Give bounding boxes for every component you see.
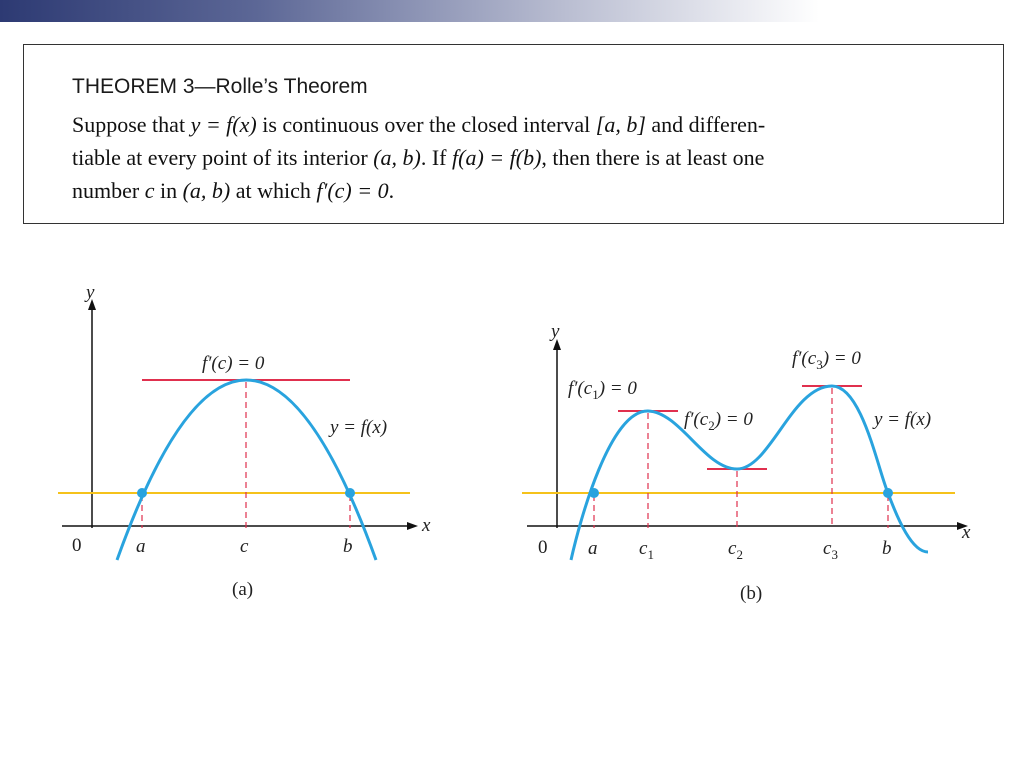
graph-b-curve-label: y = f(x) <box>874 409 932 430</box>
theorem-line-1: Suppose that y = f(x) is continuous over the closed interval [a, b] and differen- <box>72 112 766 137</box>
graph-b-x-label: x <box>962 522 971 543</box>
graph-a-y-label: y <box>86 282 95 303</box>
graph-a-caption: (a) <box>232 579 254 600</box>
graph-b-tick-c1: $c_1$ <box>639 538 654 562</box>
graph-b-tangent1-label: $f'(c_1) = 0$ <box>568 378 637 402</box>
graph-b-tick-b: b <box>882 538 892 559</box>
graph-b-tick-a: a <box>588 538 598 559</box>
graph-b-tick-c3: $c_3$ <box>823 538 838 562</box>
graph-a-tick-c: c <box>240 536 249 557</box>
graph-b-tangent3-label: $f'(c_3) = 0$ <box>792 348 861 372</box>
graph-a-origin-label: 0 <box>72 535 82 556</box>
graph-a-tangent-label: f′(c) = 0 <box>202 353 265 374</box>
graph-a-tick-b: b <box>343 536 353 557</box>
graph-b-tick-c2: $c_2$ <box>728 538 743 562</box>
graph-a-tick-a: a <box>136 536 146 557</box>
theorem-title: THEOREM 3—Rolle’s Theorem <box>72 75 368 98</box>
graph-b-y-label: y <box>551 321 560 342</box>
graph-a-x-label: x <box>422 515 431 536</box>
graph-b-caption: (b) <box>740 583 763 604</box>
graph-b-tangent2-label: $f'(c_2) = 0$ <box>684 409 753 433</box>
theorem-line-3: number c in (a, b) at which f′(c) = 0. <box>72 178 395 203</box>
graph-b-origin-label: 0 <box>538 537 548 558</box>
theorem-line-2: tiable at every point of its interior (a, b). If f(a) = f(b), then there is at least one <box>72 145 765 170</box>
graph-b-point-a <box>589 488 599 498</box>
graph-b-point-b <box>883 488 893 498</box>
graph-a-curve-label: y = f(x) <box>330 417 388 438</box>
